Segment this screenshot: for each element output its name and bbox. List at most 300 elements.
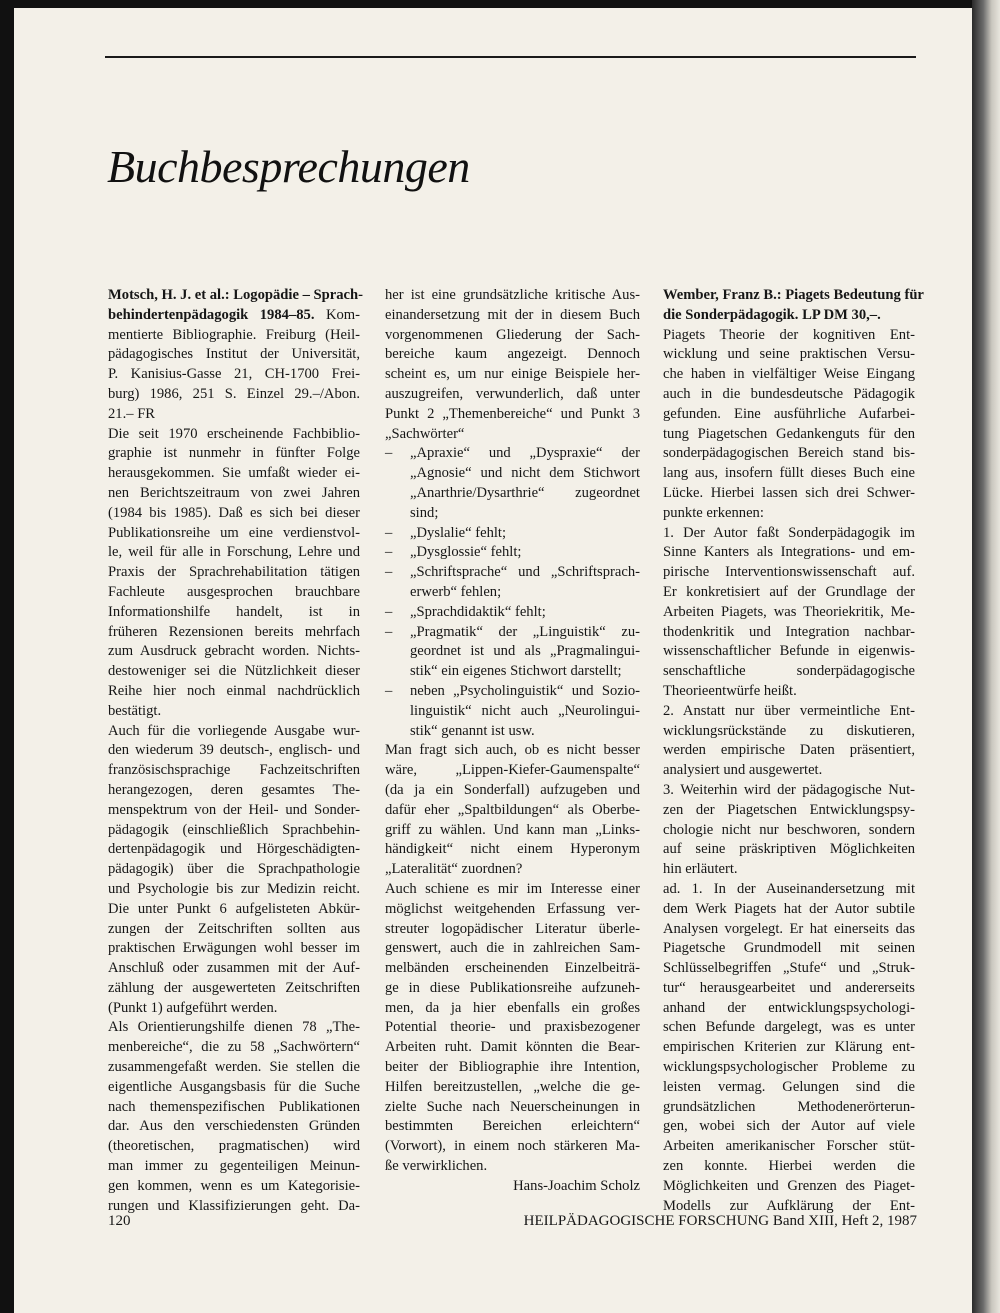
- line-text: destoweniger sei die Nützlichkeit dieser: [108, 663, 360, 680]
- paragraph: [663, 880, 915, 1217]
- text-line: [108, 1157, 360, 1177]
- line-text: Modells zur Aufklärung der Ent-: [663, 1197, 915, 1214]
- line-text: P. Kanisius-Gasse 21, CH-1700 Frei-: [108, 366, 360, 383]
- text-line: [108, 979, 360, 999]
- text-line: [385, 702, 640, 722]
- line-text: praktischen Erwägungen wohl besser im: [108, 940, 360, 957]
- line-text: stik“ genannt ist usw.: [410, 722, 535, 739]
- line-text: tur“ herausgearbeitet und andererseits: [663, 979, 915, 996]
- line-text: Kom-: [314, 306, 360, 323]
- reviewer-signature: [385, 1177, 640, 1197]
- line-text: den wiederum 39 deutsch-, englisch- und: [108, 742, 360, 759]
- line-text: „Dysglossie“ fehlt;: [410, 544, 522, 561]
- text-line: [108, 840, 360, 860]
- text-line: [385, 345, 640, 365]
- text-line: [108, 543, 360, 563]
- line-text: Piagets Theorie der kognitiven Ent-: [663, 326, 915, 343]
- text-line: [385, 603, 640, 623]
- line-text: schen Befunde dargelegt, was es unter: [663, 1019, 915, 1036]
- text-line: [108, 385, 360, 405]
- text-line: [108, 1197, 360, 1217]
- text-line: [108, 306, 360, 326]
- text-line: [108, 920, 360, 940]
- line-text: pädagogik (einschließlich Sprachbehin-: [108, 821, 360, 838]
- text-line: [385, 642, 640, 662]
- line-text: gefunden. Eine ausführliche Aufarbei-: [663, 405, 915, 422]
- line-text: auch in die bundesdeutsche Pädagogik: [663, 385, 915, 402]
- text-line: [663, 840, 915, 860]
- line-text: tung Piagetschen Gedankenguts für den: [663, 425, 915, 442]
- line-text: Sinne Kanters als Integrations- und em-: [663, 544, 915, 561]
- line-text: genswert, auch die in zahlreichen Sam-: [385, 940, 640, 957]
- line-text: Als Orientierungshilfe dienen 78 „The-: [108, 1019, 360, 1036]
- text-line: [108, 880, 360, 900]
- page-number: 120: [108, 1213, 131, 1229]
- text-line: [108, 405, 360, 425]
- text-line: [663, 979, 915, 999]
- text-line: [108, 563, 360, 583]
- text-line: [385, 504, 640, 524]
- line-text: 21.– FR: [108, 405, 156, 422]
- line-text: Praxis der Sprachrehabilitation tätigen: [108, 564, 360, 581]
- section-title: Buchbesprechungen: [107, 141, 470, 192]
- text-line: [108, 1117, 360, 1137]
- bold-heading-text: Wember, Franz B.: Piagets Bedeutung für: [663, 287, 924, 303]
- line-text: (theoretischen, pragmatischen) wird: [108, 1138, 360, 1155]
- line-text: ad. 1. In der Auseinandersetzung mit: [663, 880, 915, 897]
- line-text: erwerb“ fehlen;: [410, 583, 502, 600]
- line-text: Man fragt sich auch, ob es nicht besser: [385, 742, 640, 759]
- line-text: wäre, „Lippen-Kiefer-Gaumenspalte“: [385, 762, 640, 779]
- text-line: [663, 444, 915, 464]
- text-line: [108, 286, 363, 306]
- text-line: [385, 1098, 640, 1118]
- text-line: [663, 385, 915, 405]
- line-text: möglichst weitgehenden Erfassung ver-: [385, 900, 640, 917]
- line-text: Publikationsreihe um eine verdienstvol-: [108, 524, 360, 541]
- text-line: [663, 702, 915, 722]
- line-text: 1. Der Autor faßt Sonderpädagogik im: [663, 524, 915, 541]
- line-text: „Sprachdidaktik“ fehlt;: [410, 603, 546, 620]
- text-line: [385, 1078, 640, 1098]
- text-line: [108, 603, 360, 623]
- line-text: dem Werk Piagets hat der Autor subtile: [663, 900, 915, 917]
- text-line: [663, 662, 915, 682]
- line-text: chologie nicht nur beschworen, sondern: [663, 821, 915, 838]
- text-line: [108, 425, 360, 445]
- line-text: lang aus, insofern füllt dieses Buch eine: [663, 465, 915, 482]
- paragraph: [663, 326, 915, 524]
- line-text: vorgenommenen Gliederung der Sach-: [385, 326, 640, 343]
- line-text: empirischen Kriterien zur Klärung ent-: [663, 1039, 915, 1056]
- text-line: [385, 741, 640, 761]
- paragraph: [663, 702, 915, 781]
- text-line: [385, 623, 640, 643]
- text-line: [663, 484, 915, 504]
- text-line: [108, 365, 360, 385]
- text-line: [663, 682, 915, 702]
- column-1: [108, 286, 363, 1216]
- text-line: [663, 920, 915, 940]
- list-item: [385, 563, 640, 603]
- line-text: dertenpädagogik und Hörgeschädigten-: [108, 841, 360, 858]
- line-text: pädagogik) über die Sprachpathologie: [108, 861, 360, 878]
- line-text: „Dyslalie“ fehlt;: [410, 524, 507, 541]
- text-line: [108, 741, 360, 761]
- text-line: [385, 920, 640, 940]
- text-line: [108, 801, 360, 821]
- text-line: [108, 1177, 360, 1197]
- text-line: [385, 464, 640, 484]
- line-text: (da ja ein Sonderfall) aufzugeben und: [385, 781, 640, 798]
- paragraph: [663, 781, 915, 880]
- column-2: [385, 286, 640, 1197]
- text-line: [663, 900, 915, 920]
- text-line: [663, 1058, 915, 1078]
- line-text: Die seit 1970 erscheinende Fachbiblio-: [108, 425, 360, 442]
- line-text: gen, wobei sich der Autor auf viele: [663, 1118, 915, 1135]
- text-line: [108, 662, 360, 682]
- line-text: melbänden erscheinenden Einzelbeiträ-: [385, 960, 640, 977]
- text-line: [663, 999, 915, 1019]
- line-text: hin erläutert.: [663, 861, 738, 878]
- line-text: „Lateralität“ zuordnen?: [385, 861, 523, 878]
- line-text: stik“ ein eigenes Stichwort darstellt;: [410, 663, 622, 680]
- line-text: „Pragmatik“ der „Linguistik“ zu-: [410, 623, 640, 640]
- line-text: men, da ja hier ebenfalls ein großes: [385, 999, 640, 1016]
- journal-citation: HEILPÄDAGOGISCHE FORSCHUNG Band XIII, Heft 2, 1987: [523, 1213, 917, 1229]
- line-text: Die unter Punkt 6 aufgelisteten Abkür-: [108, 900, 360, 917]
- text-line: [108, 900, 360, 920]
- text-line: [108, 484, 360, 504]
- line-text: Theorieentwürfe heißt.: [663, 682, 797, 699]
- line-text: neben „Psycholinguistik“ und Sozio-: [410, 682, 640, 699]
- line-text: sonderpädagogischen Bereich stand bis-: [663, 445, 915, 462]
- line-text: Er konkretisiert auf der Grundlage der: [663, 583, 915, 600]
- text-line: [385, 801, 640, 821]
- text-line: [663, 464, 915, 484]
- text-line: [385, 484, 640, 504]
- text-line: [108, 821, 360, 841]
- text-line: [663, 306, 915, 326]
- text-line: [663, 642, 915, 662]
- line-text: zusammengefaßt werden. Sie stellen die: [108, 1059, 360, 1076]
- line-text: thodenkritik und Integration nachbar-: [663, 623, 915, 640]
- dash-bullet: –: [385, 623, 393, 640]
- text-line: [108, 464, 360, 484]
- dash-bullet: –: [385, 682, 393, 699]
- line-text: dar. Aus den verschiedensten Gründen: [108, 1118, 360, 1135]
- text-line: [663, 1018, 915, 1038]
- text-line: [385, 979, 640, 999]
- text-line: [663, 860, 915, 880]
- paragraph: [108, 425, 360, 722]
- line-text: menspektrum von der Heil- und Sonder-: [108, 801, 360, 818]
- text-line: [663, 623, 915, 643]
- text-line: [385, 1177, 640, 1197]
- line-text: le, weil für alle in Forschung, Lehre und: [108, 544, 360, 561]
- list-item: [385, 603, 640, 623]
- text-line: [663, 286, 924, 306]
- text-line: [663, 801, 915, 821]
- line-text: dafür eher „Spaltbildungen“ als Oberbe-: [385, 801, 640, 818]
- line-text: zungen der Zeitschriften sollten aus: [108, 920, 360, 937]
- text-line: [385, 563, 640, 583]
- paragraph: [385, 880, 640, 1177]
- dash-bullet: –: [385, 603, 393, 620]
- text-line: [385, 959, 640, 979]
- text-line: [385, 722, 640, 742]
- line-text: geordnet ist und als „Pragmalingui-: [410, 643, 640, 660]
- dash-bullet: –: [385, 564, 393, 581]
- text-line: [663, 583, 915, 603]
- text-line: [663, 405, 915, 425]
- text-line: [663, 1078, 915, 1098]
- line-text: bestimmten Bereichen erleichtern“: [385, 1118, 640, 1135]
- text-line: [385, 761, 640, 781]
- text-line: [663, 741, 915, 761]
- text-line: [108, 345, 360, 365]
- text-line: [663, 543, 915, 563]
- text-line: [385, 326, 640, 346]
- text-line: [663, 345, 915, 365]
- text-line: [385, 405, 640, 425]
- line-text: ge in diese Publikationsreihe aufzuneh-: [385, 979, 640, 996]
- text-line: [385, 365, 640, 385]
- line-text: linguistik“ nicht auch „Neurolingui-: [410, 702, 640, 719]
- line-text: Arbeiten ruht. Damit könnten die Bear-: [385, 1039, 640, 1056]
- line-text: Hilfen bereitzustellen, „welche die ge-: [385, 1078, 640, 1095]
- line-text: gen kommen, wenn es um Kategorisie-: [108, 1177, 360, 1194]
- line-text: bereiche kaum angezeigt. Dennoch: [385, 346, 640, 363]
- line-text: „Apraxie“ und „Dyspraxie“ der: [410, 445, 640, 462]
- line-text: Anschluß oder zusammen mit der Auf-: [108, 960, 360, 977]
- line-text: Fachleute ausgesprochen brauchbare: [108, 583, 360, 600]
- text-line: [108, 939, 360, 959]
- line-text: Auch schiene es mir im Interesse einer: [385, 880, 640, 897]
- bold-heading-text: Motsch, H. J. et al.: Logopädie – Sprach-: [108, 287, 363, 303]
- list-item: [385, 524, 640, 544]
- text-line: [385, 1038, 640, 1058]
- line-text: Reihe hier noch einmal nachdrücklich: [108, 682, 360, 699]
- line-text: Schlüsselbegriffen „Stufe“ und „Struk-: [663, 960, 915, 977]
- text-line: [385, 682, 640, 702]
- line-text: Analysen vorgelegt. Er hat einerseits das: [663, 920, 915, 937]
- line-text: und Psychologie bis zur Medizin reicht.: [108, 880, 360, 897]
- line-text: anhand der entwicklungspsychologi-: [663, 999, 915, 1016]
- text-line: [385, 286, 640, 306]
- line-text: che haben in vielfältiger Weise Eingang: [663, 366, 915, 383]
- dash-bullet: –: [385, 445, 393, 462]
- text-line: [385, 662, 640, 682]
- paragraph: [385, 286, 640, 444]
- line-text: burg) 1986, 251 S. Einzel 29.–/Abon.: [108, 385, 360, 402]
- line-text: „Agnosie“ und nicht dem Stichwort: [410, 465, 640, 482]
- line-text: rungen und Klassifizierungen geht. Da-: [108, 1197, 360, 1214]
- text-line: [385, 1117, 640, 1137]
- line-text: herangezogen, deren gesamtes The-: [108, 781, 360, 798]
- line-text: eigentliche Ausgangsbasis für die Suche: [108, 1078, 360, 1095]
- text-line: [108, 326, 360, 346]
- line-text: zielte Suche nach Neuerscheinungen in: [385, 1098, 640, 1115]
- text-line: [385, 1137, 640, 1157]
- line-text: streuter logopädischer Literatur überle-: [385, 920, 640, 937]
- text-line: [385, 840, 640, 860]
- line-text: einandersetzung mit der in diesem Buch: [385, 306, 640, 323]
- paragraph: [108, 286, 363, 425]
- line-text: senschaftliche sonderpädagogische: [663, 663, 915, 680]
- line-text: punkte erkennen:: [663, 504, 764, 521]
- list-item: [385, 543, 640, 563]
- line-text: auszugreifen, verwunderlich, daß unter: [385, 385, 640, 402]
- text-line: [385, 860, 640, 880]
- line-text: wissenschaftlicher Befunde in eigenwis-: [663, 643, 915, 660]
- list-item: [385, 444, 640, 523]
- line-text: analysiert und ausgewertet.: [663, 762, 823, 779]
- line-text: zählung der ausgewerteten Zeitschriften: [108, 979, 360, 996]
- bold-heading-text: die Sonderpädagogik. LP DM 30,–.: [663, 306, 881, 323]
- text-line: [385, 306, 640, 326]
- line-text: Punkt 2 „Themenbereiche“ und Punkt 3: [385, 405, 640, 422]
- text-line: [385, 880, 640, 900]
- text-line: [385, 1157, 640, 1177]
- line-text: „Anarthrie/Dysarthrie“ zugeordnet: [410, 484, 640, 501]
- text-line: [663, 563, 915, 583]
- text-line: [385, 385, 640, 405]
- text-line: [108, 642, 360, 662]
- text-line: [385, 900, 640, 920]
- text-line: [108, 702, 360, 722]
- text-line: [385, 444, 640, 464]
- text-line: [108, 781, 360, 801]
- text-line: [663, 1137, 915, 1157]
- line-text: menbereiche“, die zu 58 „Sachwörtern“: [108, 1039, 360, 1056]
- text-line: [108, 583, 360, 603]
- text-line: [108, 682, 360, 702]
- text-line: [108, 1058, 360, 1078]
- line-text: wicklungspsychologischer Probleme zu: [663, 1059, 915, 1076]
- line-text: auf seine präskriptiven Möglichkeiten: [663, 841, 915, 858]
- line-text: zen konnte. Hierbei werden die: [663, 1158, 915, 1175]
- text-line: [108, 504, 360, 524]
- list-item: [385, 682, 640, 741]
- text-line: [663, 326, 915, 346]
- text-line: [108, 1098, 360, 1118]
- dash-bullet: –: [385, 544, 393, 561]
- line-text: Arbeiten Piagets, was Theoriekritik, Me-: [663, 603, 915, 620]
- text-line: [663, 939, 915, 959]
- paragraph: [663, 524, 915, 702]
- header-rule: [105, 56, 916, 58]
- paragraph: [108, 722, 360, 1019]
- page-edge: [972, 0, 1000, 1313]
- line-text: Arbeiten amerikanischer Forscher stüt-: [663, 1138, 915, 1155]
- text-line: [385, 781, 640, 801]
- line-text: herausgekommen. Sie umfaßt wieder ei-: [108, 465, 360, 482]
- text-line: [663, 524, 915, 544]
- line-text: früheren Rezensionen bereits mehrfach: [108, 623, 360, 640]
- line-text: nach themenspezifischen Publikationen: [108, 1098, 360, 1115]
- line-text: mentierte Bibliographie. Freiburg (Heil-: [108, 326, 360, 343]
- line-text: leisten vermag. Gelungen sind die: [663, 1078, 915, 1095]
- text-line: [663, 781, 915, 801]
- text-line: [108, 1078, 360, 1098]
- line-text: 3. Weiterhin wird der pädagogische Nut-: [663, 781, 915, 798]
- paragraph: [108, 1018, 360, 1216]
- text-line: [663, 761, 915, 781]
- line-text: zen der Piagetschen Entwicklungspsy-: [663, 801, 915, 818]
- text-line: [663, 722, 915, 742]
- bold-heading-text: behindertenpädagogik 1984–85.: [108, 306, 315, 323]
- line-text: grundsätzlichen Methodenerörterun-: [663, 1098, 915, 1115]
- line-text: Möglichkeiten und Grenzen des Piaget-: [663, 1177, 915, 1194]
- text-line: [108, 623, 360, 643]
- text-line: [663, 1157, 915, 1177]
- line-text: scheint es, um nur einige Beispiele her-: [385, 366, 640, 383]
- line-text: (1984 bis 1985). Daß es sich bei dieser: [108, 504, 360, 521]
- line-text: „Sachwörter“: [385, 425, 465, 442]
- text-line: [108, 761, 360, 781]
- line-text: pädagogisches Institut der Universität,: [108, 346, 360, 363]
- line-text: werden empirische Daten präsentiert,: [663, 742, 915, 759]
- text-line: [385, 524, 640, 544]
- line-text: ße verwirklichen.: [385, 1158, 488, 1175]
- text-line: [108, 1038, 360, 1058]
- paragraph: [663, 286, 924, 326]
- text-line: [663, 821, 915, 841]
- line-text: wicklungsrückstände zu diskutieren,: [663, 722, 915, 739]
- text-line: [385, 543, 640, 563]
- text-line: [385, 939, 640, 959]
- line-text: Informationshilfe handelt, ist in: [108, 603, 360, 620]
- line-text: händigkeit“ nicht einem Hyperonym: [385, 841, 640, 858]
- list-item: [385, 623, 640, 682]
- text-line: [108, 999, 360, 1019]
- text-line: [663, 504, 915, 524]
- line-text: zum Ausdruck gebracht worden. Nichts-: [108, 643, 360, 660]
- text-line: [663, 959, 915, 979]
- line-text: bestätigt.: [108, 702, 162, 719]
- text-line: [663, 1117, 915, 1137]
- line-text: nen Berichtszeitraum von zwei Jahren: [108, 484, 360, 501]
- text-line: [108, 1137, 360, 1157]
- text-line: [385, 583, 640, 603]
- text-line: [385, 1018, 640, 1038]
- line-text: sind;: [410, 504, 439, 521]
- text-line: [385, 425, 640, 445]
- text-line: [663, 1098, 915, 1118]
- text-line: [385, 821, 640, 841]
- line-text: Potential theorie- und praxisbezogener: [385, 1019, 640, 1036]
- dash-bullet: –: [385, 524, 393, 541]
- line-text: beiter der Bibliographie ihre Intention,: [385, 1059, 640, 1076]
- text-line: [108, 524, 360, 544]
- text-line: [663, 365, 915, 385]
- line-text: „Schriftsprache“ und „Schriftsprach-: [410, 564, 640, 581]
- line-text: pirische Interventionswissenschaft auf.: [663, 564, 915, 581]
- text-line: [663, 425, 915, 445]
- text-line: [108, 444, 360, 464]
- text-line: [663, 603, 915, 623]
- text-line: [663, 1038, 915, 1058]
- text-line: [663, 880, 915, 900]
- line-text: man immer zu gegenteiligen Meinun-: [108, 1158, 360, 1175]
- line-text: wicklung und seine praktischen Versu-: [663, 346, 915, 363]
- line-text: Lücke. Hierbei lassen sich drei Schwer-: [663, 484, 915, 501]
- line-text: griff zu wählen. Und kann man „Links-: [385, 821, 640, 838]
- line-text: (Punkt 1) aufgeführt werden.: [108, 999, 278, 1016]
- line-text: französischsprachige Fachzeitschriften: [108, 762, 360, 779]
